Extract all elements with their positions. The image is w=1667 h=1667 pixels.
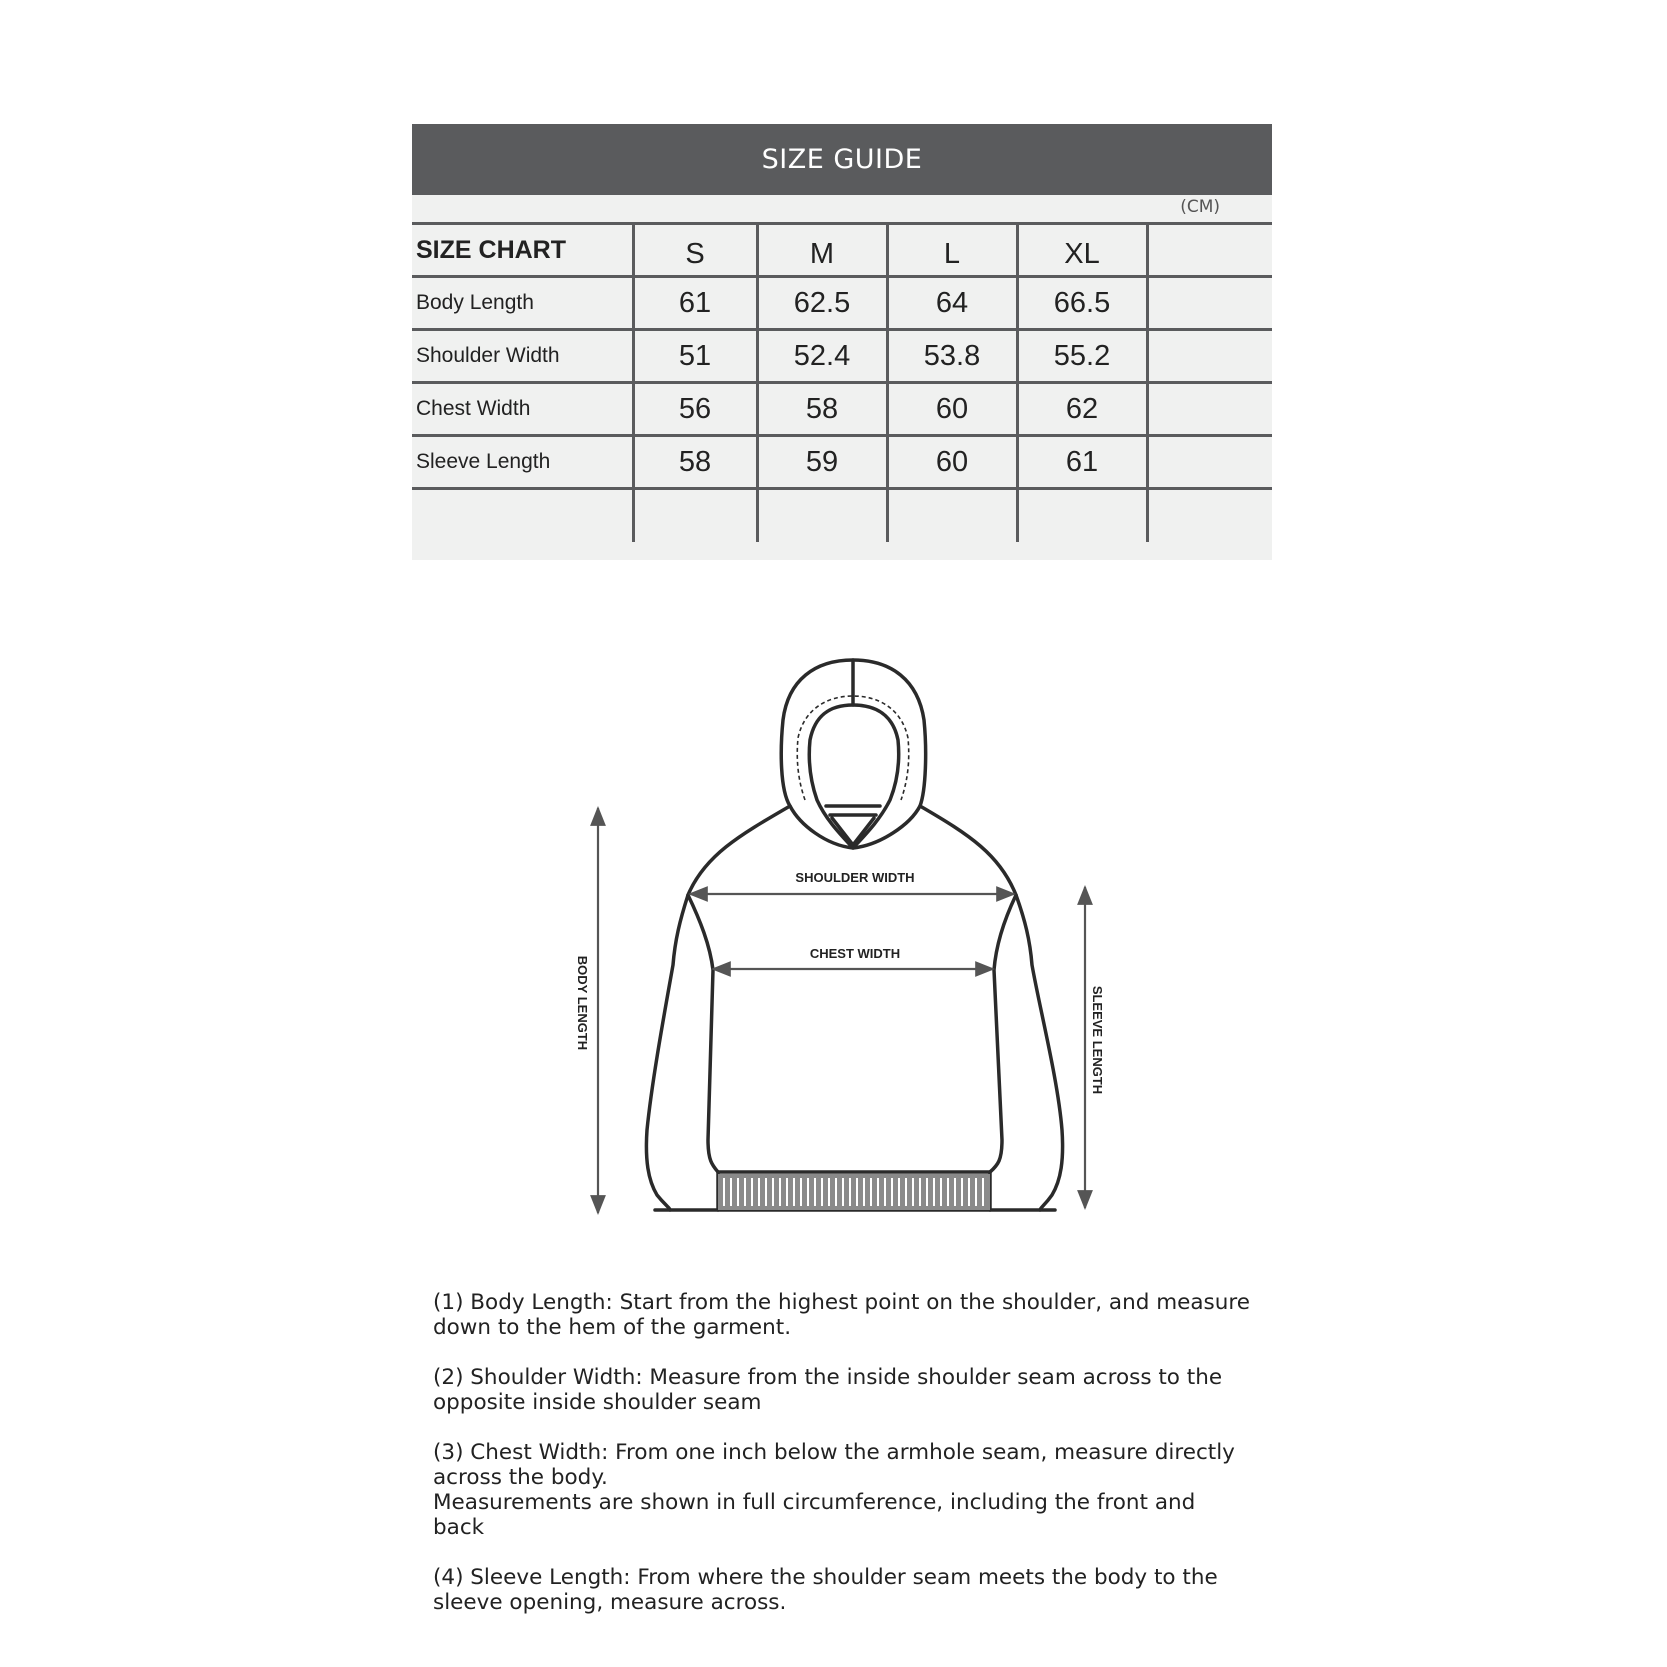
hoodie-ribbed-hem [718,1174,990,1210]
size-guide-title: SIZE GUIDE [412,124,1272,195]
note-line: opposite inside shoulder seam [433,1390,762,1415]
note-body-length [433,1290,1253,1340]
note-sleeve-length [433,1565,1253,1615]
hoodie-left-side [646,806,790,1210]
table-cell: 51 [633,330,757,383]
size-header-l: L [887,224,1017,277]
table-cell: 60 [887,383,1017,436]
sleeve-length-label: SLEEVE LENGTH [1090,985,1105,1095]
chest-width-label: CHEST WIDTH [809,946,901,961]
table-cell: 52.4 [757,330,887,383]
hoodie-hood-inner [809,705,898,848]
table-cell: 56 [633,383,757,436]
note-shoulder-width [433,1365,1253,1415]
table-cell: 59 [757,436,887,489]
hoodie-outline [646,660,1062,1210]
table-cell: 60 [887,436,1017,489]
table-cell: 55.2 [1017,330,1147,383]
size-header-s: S [633,224,757,277]
row-label: Chest Width [412,383,633,436]
row-label: Shoulder Width [412,330,633,383]
table-cell: 53.8 [887,330,1017,383]
shoulder-width-label: SHOULDER WIDTH [795,870,915,885]
note-line: across the body. [433,1465,608,1490]
note-line: Measurements are shown in full circumference, including the front and back [433,1490,1196,1540]
table-cell: 62 [1017,383,1147,436]
size-header-m: M [757,224,887,277]
unit-label: (CM) [1180,197,1220,217]
note-chest-width [433,1440,1253,1540]
note-line: (4) Sleeve Length: From where the shoulder seam meets the body to the [433,1565,1218,1590]
note-line: (1) Body Length: Start from the highest point on the shoulder, and measure [433,1290,1250,1315]
table-cell: 64 [887,277,1017,330]
measurement-notes [433,1290,1253,1640]
row-label: Sleeve Length [412,436,633,489]
size-chart-label: SIZE CHART [412,224,633,277]
table-cell: 66.5 [1017,277,1147,330]
note-line: (2) Shoulder Width: Measure from the inside shoulder seam across to the [433,1365,1223,1390]
table-cell: 58 [633,436,757,489]
table-cell: 61 [633,277,757,330]
note-line: (3) Chest Width: From one inch below the armhole seam, measure directly [433,1440,1235,1465]
hoodie-right-side [920,806,1063,1210]
size-header-xl: XL [1017,224,1147,277]
note-line: down to the hem of the garment. [433,1315,792,1340]
hoodie-right-sleeve-inner [990,895,1016,1172]
row-label: Body Length [412,277,633,330]
table-cell: 58 [757,383,887,436]
table-cell: 62.5 [757,277,887,330]
table-cell: 61 [1017,436,1147,489]
hoodie-neckline [826,806,880,815]
body-length-label: BODY LENGTH [575,955,590,1051]
note-line: sleeve opening, measure across. [433,1590,787,1615]
hoodie-left-sleeve-inner [688,895,718,1172]
